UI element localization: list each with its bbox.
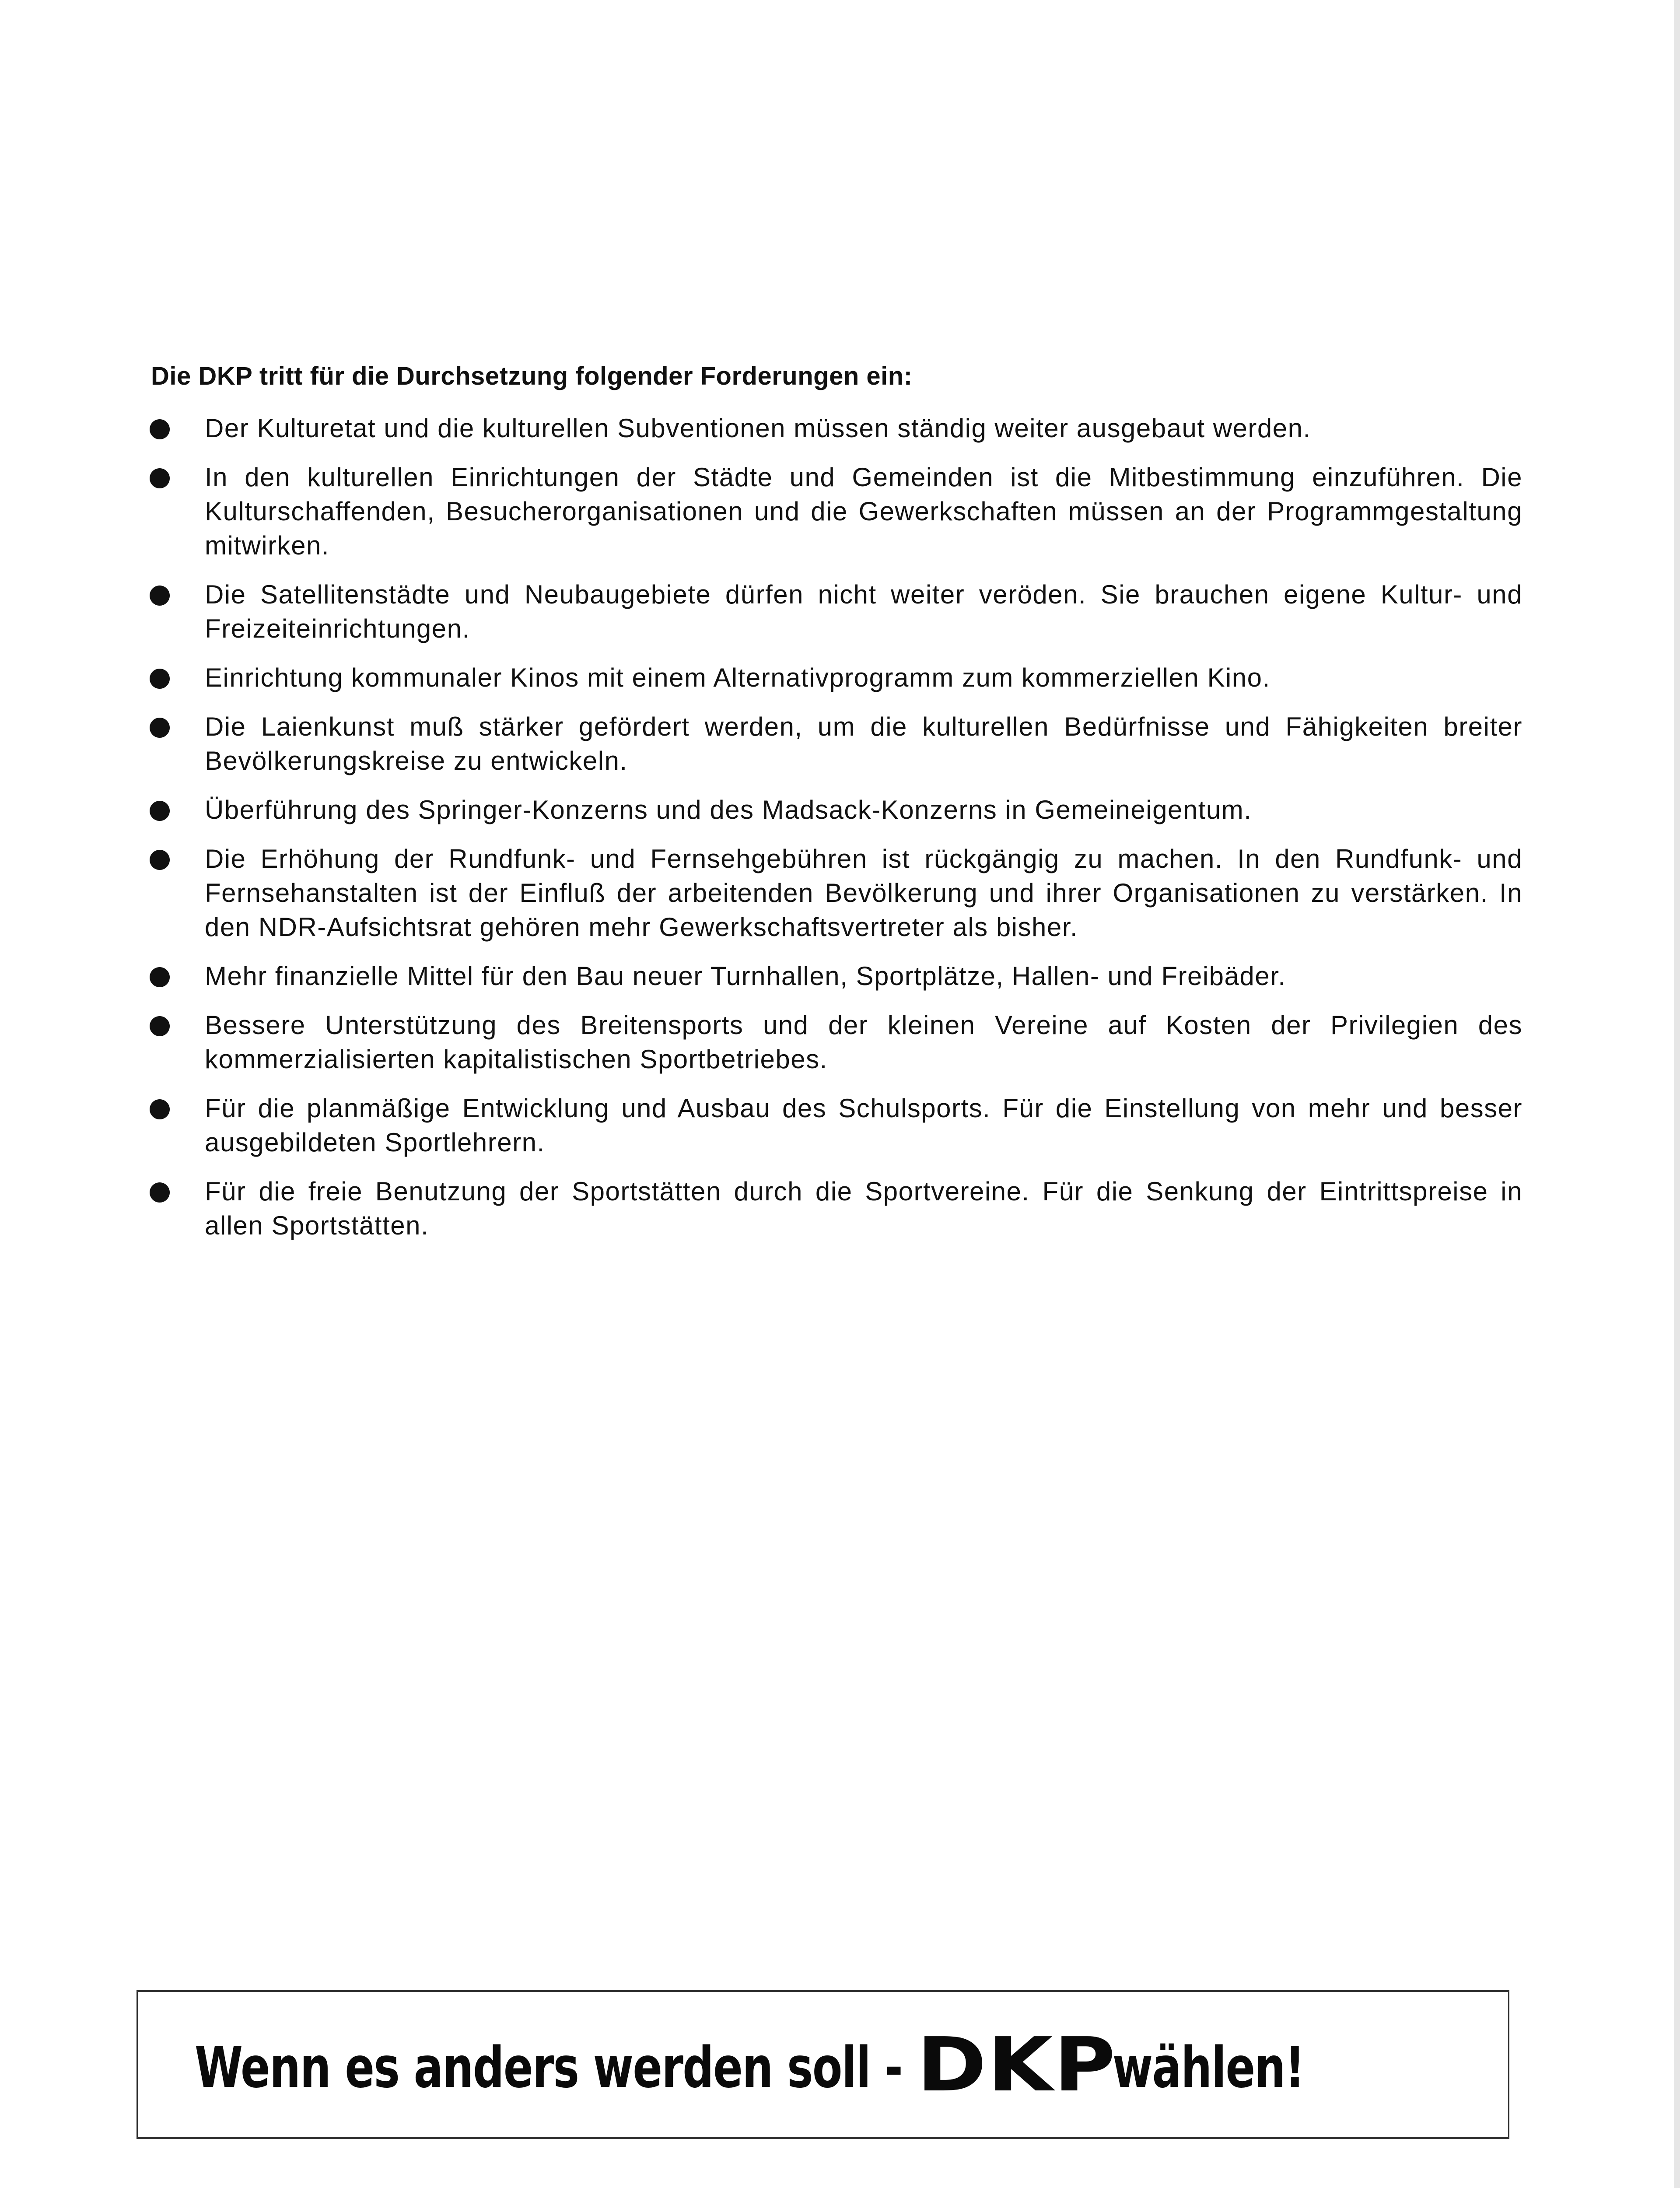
demand-text: Bessere Unterstützung des Breitensports und der kleinen Vereine auf Kosten der Privilegien des kommerzialisierten kapitalistischen Sportbetriebes. [205, 1010, 1522, 1074]
demand-item [144, 1175, 1522, 1243]
page-edge [1674, 0, 1680, 2188]
demand-item [144, 661, 1522, 695]
demand-item [144, 793, 1522, 827]
demand-text: Der Kulturetat und die kulturellen Subventionen müssen ständig weiter ausgebaut werden. [205, 414, 1311, 443]
demand-item [144, 959, 1522, 993]
demand-text: Für die freie Benutzung der Sportstätten durch die Sportvereine. Für die Senkung der Eintrittspreise in allen Sportstätten. [205, 1177, 1522, 1240]
demand-text: Mehr finanzielle Mittel für den Bau neuer Turnhallen, Sportplätze, Hallen- und Freibäder. [205, 961, 1286, 991]
demand-item [144, 578, 1522, 646]
demand-item [144, 710, 1522, 778]
demands-list [144, 411, 1522, 1258]
demand-text: In den kulturellen Einrichtungen der Städte und Gemeinden ist die Mitbestimmung einzuführen. Die Kulturschaffenden, Besucherorganisationen und die Gewerkschaften müssen an der Programmgestaltung mitwirken. [205, 463, 1522, 560]
demand-item [144, 1008, 1522, 1076]
bullet-icon [150, 718, 170, 738]
slogan-text-before: Wenn es anders werden soll - [195, 2035, 917, 2100]
section-heading: Die DKP tritt für die Durchsetzung folgender Forderungen ein: [151, 362, 913, 390]
demand-text: Die Erhöhung der Rundfunk- und Fernsehgebühren ist rückgängig zu machen. In den Rundfunk- und Fernsehanstalten ist der Einfluß der arbeitenden Bevölkerung und ihrer Organisationen zu verstärken. In den NDR-Aufsichtsrat gehören mehr Gewerkschaftsvertreter als bisher. [205, 844, 1522, 942]
bullet-icon [150, 801, 170, 821]
bullet-icon [150, 586, 170, 606]
demand-text: Einrichtung kommunaler Kinos mit einem Alternativprogramm zum kommerziellen Kino. [205, 663, 1270, 692]
demand-item [144, 411, 1522, 445]
bullet-icon [150, 468, 170, 488]
slogan-party-logo: DKP [917, 2022, 1116, 2108]
bullet-icon [150, 1099, 170, 1119]
bullet-icon [150, 1182, 170, 1203]
demand-text: Überführung des Springer-Konzerns und des Madsack-Konzerns in Gemeineigentum. [205, 795, 1252, 824]
slogan [195, 2022, 1305, 2108]
bullet-icon [150, 669, 170, 689]
bullet-icon [150, 967, 170, 987]
demand-item [144, 1091, 1522, 1160]
slogan-text-after: wählen! [1112, 2035, 1305, 2100]
bullet-icon [150, 419, 170, 439]
bullet-icon [150, 850, 170, 870]
demand-text: Für die planmäßige Entwicklung und Ausbau des Schulsports. Für die Einstellung von mehr und besser ausgebildeten Sportlehrern. [205, 1094, 1522, 1157]
demand-item [144, 460, 1522, 563]
demand-item [144, 842, 1522, 944]
bullet-icon [150, 1016, 170, 1036]
demand-text: Die Satellitenstädte und Neubaugebiete dürfen nicht weiter veröden. Sie brauchen eigene Kultur- und Freizeiteinrichtungen. [205, 580, 1522, 643]
demand-text: Die Laienkunst muß stärker gefördert werden, um die kulturellen Bedürfnisse und Fähigkeiten breiter Bevölkerungskreise zu entwickeln. [205, 712, 1522, 775]
slogan-box [136, 1990, 1509, 2139]
